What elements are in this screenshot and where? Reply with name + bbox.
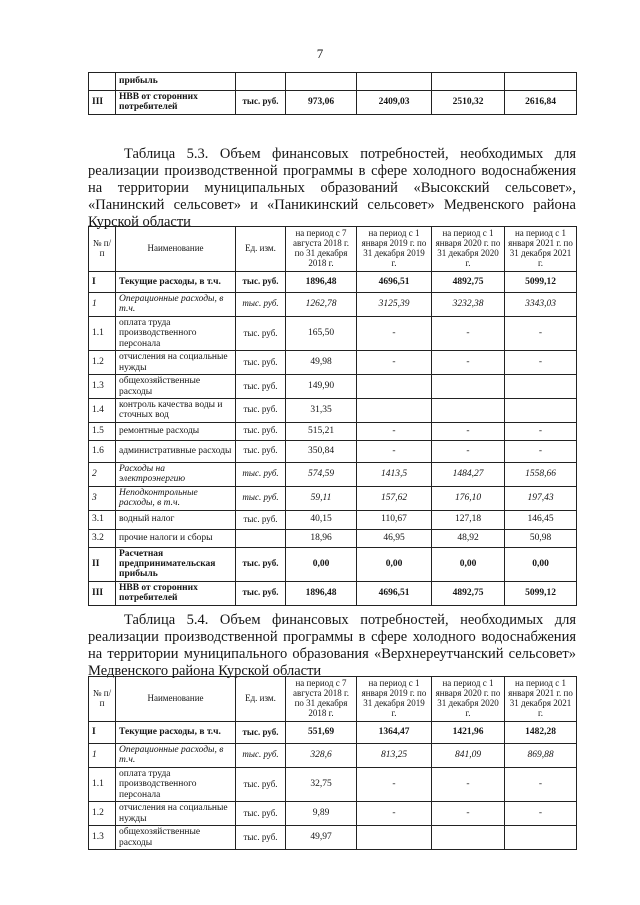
value-period-4	[505, 375, 577, 399]
table-5-3-body	[89, 272, 577, 606]
value-period-3: 0,00	[432, 547, 505, 581]
value-period-4: 146,45	[505, 510, 577, 529]
value-period-1: 1896,48	[286, 581, 357, 605]
row-unit: тыс. руб.	[236, 826, 286, 850]
header-period-3: на период с 1 января 2020 г. по 31 декабря 2020 г.	[432, 227, 505, 272]
value-period-3: 176,10	[432, 486, 505, 510]
row-number: 1.1	[89, 767, 116, 801]
value-period-3	[432, 398, 505, 422]
row-name: Неподконтрольные расходы, в т.ч.	[116, 486, 236, 510]
value-period-3	[432, 73, 505, 91]
row-number: 1.5	[89, 422, 116, 440]
value-period-3	[432, 375, 505, 399]
value-period-3: 1421,96	[432, 722, 505, 744]
header-period-4: на период с 1 января 2021 г. по 31 декабря 2021 г.	[505, 227, 577, 272]
header-no: № п/п	[89, 227, 116, 272]
table-row	[89, 316, 577, 350]
value-period-3: -	[432, 767, 505, 801]
table-row	[89, 73, 577, 91]
row-number: 1.1	[89, 316, 116, 350]
header-row	[89, 677, 577, 722]
row-number: 1.6	[89, 440, 116, 462]
row-unit: тыс. руб.	[236, 293, 286, 317]
row-name: НВВ от сторонних потребителей	[116, 91, 236, 115]
row-unit: тыс. руб.	[236, 375, 286, 399]
value-period-4: -	[505, 802, 577, 826]
value-period-2	[357, 398, 432, 422]
value-period-1: 32,75	[286, 767, 357, 801]
row-unit: тыс. руб.	[236, 422, 286, 440]
row-number: 1.4	[89, 398, 116, 422]
value-period-4: 5099,12	[505, 581, 577, 605]
header-unit: Ед. изм.	[236, 227, 286, 272]
value-period-3: 841,09	[432, 744, 505, 768]
caption-text: Таблица 5.3. Объем финансовых потребностей, необходимых для реализации производственной программы в сфере холодного водоснабжения на территории муниципальных образований «Высокский сельсовет», «Панинский сельсовет» и «Паникинский сельсовет» Медвенского района Курской области	[88, 146, 576, 230]
row-number: 1.2	[89, 351, 116, 375]
table-row	[89, 440, 577, 462]
value-period-1: 18,96	[286, 529, 357, 547]
table-5-3	[88, 226, 577, 606]
value-period-1: 574,59	[286, 462, 357, 486]
row-number: 1.2	[89, 802, 116, 826]
value-period-3: 2510,32	[432, 91, 505, 115]
value-period-4	[505, 73, 577, 91]
value-period-2: 3125,39	[357, 293, 432, 317]
row-number: 1	[89, 293, 116, 317]
header-period-3: на период с 1 января 2020 г. по 31 декабря 2020 г.	[432, 677, 505, 722]
value-period-1: 1262,78	[286, 293, 357, 317]
value-period-1: 49,98	[286, 351, 357, 375]
row-name: административные расходы	[116, 440, 236, 462]
row-number: 1	[89, 744, 116, 768]
row-name: Расчетная предпринимательская прибыль	[116, 547, 236, 581]
header-period-4: на период с 1 января 2021 г. по 31 декабря 2021 г.	[505, 677, 577, 722]
row-name: контроль качества воды и сточных вод	[116, 398, 236, 422]
row-name: оплата труда производственного персонала	[116, 767, 236, 801]
header-no: № п/п	[89, 677, 116, 722]
table-5-4-body	[89, 722, 577, 850]
table-row	[89, 398, 577, 422]
table-row	[89, 462, 577, 486]
row-name: Операционные расходы, в т.ч.	[116, 293, 236, 317]
row-number: I	[89, 272, 116, 293]
row-name: общехозяйственные расходы	[116, 826, 236, 850]
value-period-2: -	[357, 316, 432, 350]
value-period-2: -	[357, 802, 432, 826]
value-period-1: 515,21	[286, 422, 357, 440]
value-period-4: 197,43	[505, 486, 577, 510]
value-period-4: 1482,28	[505, 722, 577, 744]
value-period-2: -	[357, 422, 432, 440]
row-unit: тыс. руб.	[236, 744, 286, 768]
header-name: Наименование	[116, 227, 236, 272]
value-period-3: -	[432, 351, 505, 375]
row-unit: тыс. руб.	[236, 398, 286, 422]
value-period-2: 1413,5	[357, 462, 432, 486]
row-name: Операционные расходы, в т.ч.	[116, 744, 236, 768]
table-row	[89, 744, 577, 768]
value-period-4: -	[505, 351, 577, 375]
row-unit: тыс. руб.	[236, 547, 286, 581]
row-name: водный налог	[116, 510, 236, 529]
value-period-4: 1558,66	[505, 462, 577, 486]
value-period-3: 4892,75	[432, 272, 505, 293]
row-unit: тыс. руб.	[236, 316, 286, 350]
row-unit: тыс. руб.	[236, 486, 286, 510]
table-row	[89, 510, 577, 529]
value-period-1: 9,89	[286, 802, 357, 826]
value-period-2: 1364,47	[357, 722, 432, 744]
caption-text: Таблица 5.4. Объем финансовых потребностей, необходимых для реализации производственной программы в сфере холодного водоснабжения на территории муниципального образования «Верхнереутчанский сельсовет» Медвенского района Курской области	[88, 612, 576, 679]
caption-table-5-4	[88, 612, 576, 680]
row-name: Расходы на электроэнергию	[116, 462, 236, 486]
table-row	[89, 293, 577, 317]
row-name: прочие налоги и сборы	[116, 529, 236, 547]
row-number: 1.3	[89, 826, 116, 850]
caption-table-5-3	[88, 146, 576, 231]
row-number: II	[89, 547, 116, 581]
table-row	[89, 272, 577, 293]
value-period-4: 869,88	[505, 744, 577, 768]
row-name: отчисления на социальные нужды	[116, 802, 236, 826]
header-row	[89, 227, 577, 272]
value-period-3: -	[432, 802, 505, 826]
row-unit	[236, 73, 286, 91]
row-name: Текущие расходы, в т.ч.	[116, 722, 236, 744]
table-row	[89, 375, 577, 399]
value-period-4: 5099,12	[505, 272, 577, 293]
row-unit: тыс. руб.	[236, 351, 286, 375]
value-period-2: 157,62	[357, 486, 432, 510]
row-unit: тыс. руб.	[236, 722, 286, 744]
header-unit: Ед. изм.	[236, 677, 286, 722]
table-52-body	[89, 73, 577, 115]
header-period-2: на период с 1 января 2019 г. по 31 декабря 2019 г.	[357, 227, 432, 272]
row-name: НВВ от сторонних потребителей	[116, 581, 236, 605]
row-unit: тыс. руб.	[236, 802, 286, 826]
table-row	[89, 351, 577, 375]
value-period-2	[357, 375, 432, 399]
header-name: Наименование	[116, 677, 236, 722]
value-period-4: -	[505, 316, 577, 350]
table-row	[89, 581, 577, 605]
row-unit: тыс. руб.	[236, 462, 286, 486]
row-number: 3	[89, 486, 116, 510]
value-period-4: -	[505, 422, 577, 440]
table-row	[89, 547, 577, 581]
page-number: 7	[316, 46, 324, 61]
value-period-3: -	[432, 316, 505, 350]
value-period-2: -	[357, 440, 432, 462]
row-name: оплата труда производственного персонала	[116, 316, 236, 350]
value-period-3: 48,92	[432, 529, 505, 547]
row-name: общехозяйственные расходы	[116, 375, 236, 399]
row-name: Текущие расходы, в т.ч.	[116, 272, 236, 293]
row-number: 3.1	[89, 510, 116, 529]
table-row	[89, 422, 577, 440]
value-period-4: 50,98	[505, 529, 577, 547]
row-unit: тыс. руб.	[236, 440, 286, 462]
value-period-4: 3343,03	[505, 293, 577, 317]
row-number: 2	[89, 462, 116, 486]
value-period-4	[505, 398, 577, 422]
value-period-3: 3232,38	[432, 293, 505, 317]
row-number: III	[89, 581, 116, 605]
row-number: I	[89, 722, 116, 744]
value-period-3	[432, 826, 505, 850]
value-period-1: 328,6	[286, 744, 357, 768]
value-period-1	[286, 73, 357, 91]
row-unit: тыс. руб.	[236, 510, 286, 529]
value-period-1: 973,06	[286, 91, 357, 115]
value-period-1: 59,11	[286, 486, 357, 510]
value-period-2: -	[357, 767, 432, 801]
value-period-2: 110,67	[357, 510, 432, 529]
value-period-1: 49,97	[286, 826, 357, 850]
value-period-3: -	[432, 440, 505, 462]
value-period-1: 40,15	[286, 510, 357, 529]
value-period-2: 2409,03	[357, 91, 432, 115]
value-period-3: 4892,75	[432, 581, 505, 605]
row-unit: тыс. руб.	[236, 581, 286, 605]
value-period-1: 149,90	[286, 375, 357, 399]
table-row	[89, 486, 577, 510]
value-period-3: 127,18	[432, 510, 505, 529]
value-period-1: 0,00	[286, 547, 357, 581]
header-period-2: на период с 1 января 2019 г. по 31 декабря 2019 г.	[357, 677, 432, 722]
row-unit	[236, 529, 286, 547]
value-period-2: 4696,51	[357, 581, 432, 605]
value-period-1: 350,84	[286, 440, 357, 462]
value-period-2: -	[357, 351, 432, 375]
value-period-2: 46,95	[357, 529, 432, 547]
table-row	[89, 767, 577, 801]
value-period-4: 0,00	[505, 547, 577, 581]
table-row	[89, 802, 577, 826]
header-period-1: на период с 7 августа 2018 г. по 31 декабря 2018 г.	[286, 677, 357, 722]
value-period-4: 2616,84	[505, 91, 577, 115]
value-period-4	[505, 826, 577, 850]
value-period-4: -	[505, 767, 577, 801]
value-period-2: 813,25	[357, 744, 432, 768]
value-period-1: 31,35	[286, 398, 357, 422]
header-period-1: на период с 7 августа 2018 г. по 31 декабря 2018 г.	[286, 227, 357, 272]
table-5-4	[88, 676, 577, 850]
table-row	[89, 826, 577, 850]
row-name: ремонтные расходы	[116, 422, 236, 440]
row-unit: тыс. руб.	[236, 91, 286, 115]
table-52-continuation	[88, 72, 577, 115]
value-period-3: 1484,27	[432, 462, 505, 486]
row-unit: тыс. руб.	[236, 272, 286, 293]
value-period-2: 0,00	[357, 547, 432, 581]
row-name: отчисления на социальные нужды	[116, 351, 236, 375]
value-period-1: 165,50	[286, 316, 357, 350]
value-period-2	[357, 73, 432, 91]
row-number: 3.2	[89, 529, 116, 547]
value-period-1: 551,69	[286, 722, 357, 744]
row-number	[89, 73, 116, 91]
table-row	[89, 529, 577, 547]
row-number: III	[89, 91, 116, 115]
row-name: прибыль	[116, 73, 236, 91]
table-row	[89, 722, 577, 744]
row-number: 1.3	[89, 375, 116, 399]
value-period-1: 1896,48	[286, 272, 357, 293]
value-period-3: -	[432, 422, 505, 440]
row-unit: тыс. руб.	[236, 767, 286, 801]
table-row	[89, 91, 577, 115]
value-period-2	[357, 826, 432, 850]
value-period-4: -	[505, 440, 577, 462]
value-period-2: 4696,51	[357, 272, 432, 293]
